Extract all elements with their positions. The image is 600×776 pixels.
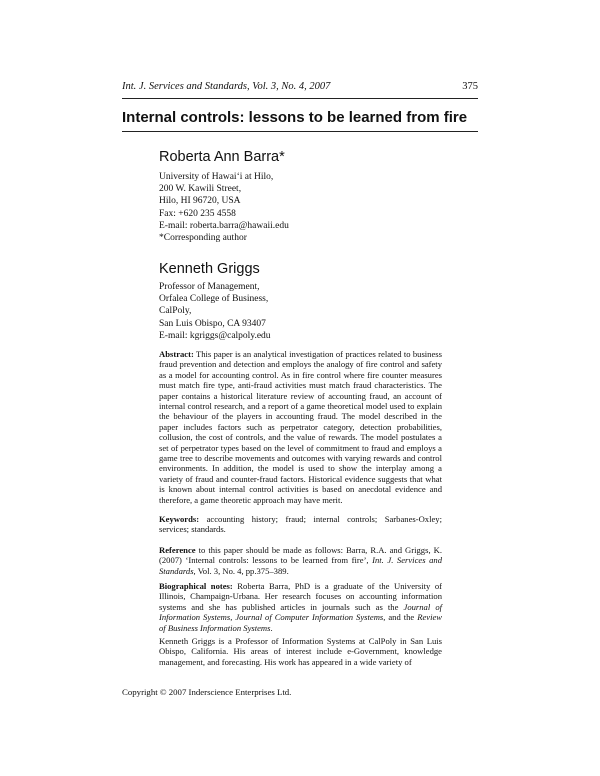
reference-details: , Vol. 3, No. 4, pp.375–389. [193, 565, 289, 576]
running-head: Int. J. Services and Standards, Vol. 3, No. 4, 2007 [122, 81, 331, 92]
abstract-text: This paper is an analytical investigation of practices related to business fraud prevention and detection and employs the analogy of fire control and safety as a model for accounting control. As in fire control where fire counter measures must match fire type, anti-fraud activities must match fraud characteristics. The paper contains a historical literature review of accounting fraud, an account of internal control research, and a report of a game theoretical model used to explain the behaviour of the players in accounting fraud. The model described in the paper includes factors such as perpetrator category, detection probabilities, collusion, the cost of controls, and the value of rewards. The model postulates a set of perpetrator types based on the level of commitment to fraud and employs a game tree to describe movements and outcomes with varying rewards and control environments. In addition, the model is used to show the interplay among a variety of fraud and counter-fraud factors. Historical evidence suggests that what is known about internal control activities is based on anecdotal evidence and therefore, a game theoretic approach may have merit. [159, 349, 442, 505]
author-email: E-mail: kgriggs@calpoly.edu [159, 330, 271, 341]
reference-text: to this paper should be made as follows: Barra, R.A. and Griggs, K. (2007) ‘Internal controls: lessons to be learned from fire’, [159, 545, 442, 566]
reference-journal: Int. J. Services and Standards [159, 555, 442, 576]
author-name: Kenneth Griggs [159, 261, 260, 277]
biographical-notes [159, 581, 442, 633]
affiliation-line: CalPoly, [159, 306, 192, 317]
author-email: E-mail: roberta.barra@hawaii.edu [159, 220, 289, 231]
bio-journal: Journal of Information Systems [159, 601, 443, 623]
biographical-notes-griggs [159, 636, 442, 667]
affiliation-line: Orfalea College of Business, [159, 294, 269, 305]
abstract-label: Abstract: [159, 349, 194, 359]
bio-griggs-text: Kenneth Griggs is a Professor of Information Systems at CalPoly in San Luis Obispo, California. His areas of interest include e-Government, knowledge management, and forecasting. His work has appeared in a wide variety of [159, 636, 442, 667]
affiliation-line: 200 W. Kawili Street, [159, 184, 242, 195]
corresponding-author-note: *Corresponding author [159, 233, 247, 244]
bio-label: Biographical notes: [159, 581, 233, 591]
reference-label: Reference [159, 545, 196, 555]
header-rule [122, 98, 478, 99]
keywords-text: accounting history; fraud; internal controls; Sarbanes-Oxley; services; standards. [159, 514, 442, 535]
affiliation-line: Professor of Management, [159, 282, 260, 292]
bio-end: . [270, 622, 273, 633]
affiliation-line: San Luis Obispo, CA 93407 [159, 318, 266, 329]
copyright: Copyright © 2007 Inderscience Enterprises Ltd. [122, 687, 292, 697]
author-name: Roberta Ann Barra* [159, 149, 285, 165]
page-number: 375 [462, 81, 478, 92]
bio-journal: Journal of Computer Information Systems [235, 612, 384, 623]
affiliation-line: Hilo, HI 96720, USA [159, 196, 241, 207]
keywords-label: Keywords: [159, 514, 200, 524]
keywords [159, 514, 442, 535]
affiliation-line: Fax: +620 235 4558 [159, 208, 236, 219]
bio-journal: Review of Business Information Systems [159, 612, 443, 633]
reference-note [159, 545, 442, 576]
author-affiliation [159, 281, 459, 342]
bio-text: Roberta Barra, PhD is a graduate of the University of Illinois, Champaign-Urbana. Her research focuses on accounting information systems and she has published articles in journals such as the [159, 581, 442, 612]
paper-title: Internal controls: lessons to be learned from fire [122, 109, 468, 126]
abstract [159, 349, 442, 505]
author-affiliation [159, 171, 459, 244]
title-rule [122, 131, 478, 132]
affiliation-line: University of Hawai‘i at Hilo, [159, 172, 274, 182]
bio-separator: , [230, 612, 233, 623]
bio-separator: , and the [383, 612, 415, 623]
